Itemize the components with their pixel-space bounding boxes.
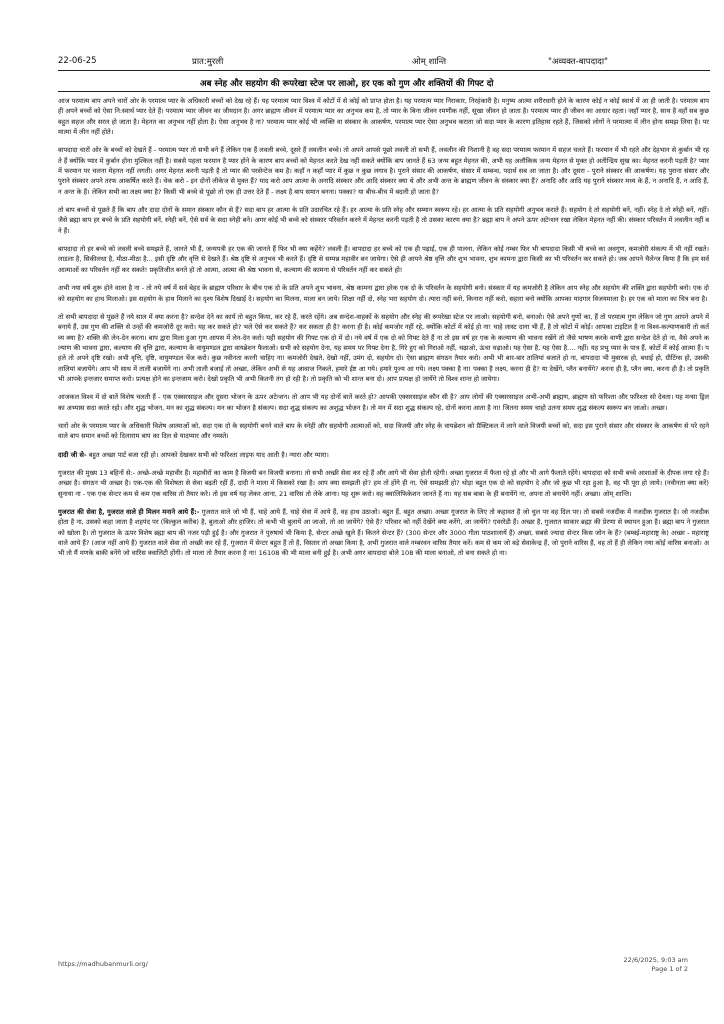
paragraph-7: आजकल विश्व में दो बातें विशेष चलती हैं - एक एक्सरसाइज और दूसरा भोजन के ऊपर अटेन्शन। तो आप भी यह दोनों बातें करते हो? आपकी एक्सरसाइज कौन सी है? आप लोगों की एक्सरसाइज अभी-अभी ब्राह्मण, ब्राह्मण सो फरिश्ता और फरिश्ता सो देवता। यह मन्सा ड्रिल का अभ्यास सदा करते रहो। और शुद्ध भोजन, मन का शुद्ध संकल्प। मन का भोजन है संकल्प। सदा शुद्ध संकल्प का अशुद्ध भोजन है। तो मन में सदा शुद्ध संकल्प रहे, दोनों करना आता है ना! जितना समय चाहो उतना समय शुद्ध संकल्प स्वरूप बन जाओ। अच्छा। bbox=[58, 393, 709, 412]
paragraph-1: आज परमात्म बाप अपने चारों ओर के परमात्म प्यार के अधिकारी बच्चों को देख रहे हैं। यह परमात्म प्यार विश्व में कोटों में से कोई को प्राप्त होता है। यह परमात्म प्यार निराकार, निरहंकारी है। मनुष्य आत्मा शरीरधारी होने के कारण कोई न कोई स्वार्थ में आ ही जाती है। परमात्म बाप ही अपने बच्चों को ऐसा नि:स्वार्थ प्यार देते हैं। परमात्म प्यार जीवन का जीयदान है। अगर ब्राह्मण जीवन में परमात्म प्यार का अनुभव कम है, तो प्यार के बिना जीवन रमणीक नहीं, सूखा जीवन हो जाता है। परमात्म प्यार ही जीवन का आधार रहता। जहाँ प्यार है, साथ है वहाँ सब कुछ बहुत सहज और सरल हो जाता है। मेहनत का अनुभव नहीं होता है। ऐसा अनुभव है ना? परमात्म प्यार कोई भी व्यक्ति वा संस्कार के आकर्षण, परमात्म प्यार ऐसा अनुभव कराता जो सदा प्यार के कारण इतिहास रहते हैं, जिसको लोगों ने परमात्मा में लीन होना समझ लिया है। परमात्मा में लीन नहीं होते। bbox=[58, 97, 709, 137]
footer-datetime: 22/6/2025, 9:03 am bbox=[623, 956, 688, 964]
paragraph-8: चारों ओर के परमात्म प्यार के अधिकारी विशेष आत्माओं को, सदा एक दो के सहयोगी बनने वाले बाप के स्नेही और सहयोगी आत्माओं को, सदा विजयी और स्नेह के वायब्रेशन को प्रैक्टिकल में लाने वाले विजयी बच्चों को, सदा इस पुराने संसार और संस्कार के आकर्षण से परे रहने वाले बाप समान बच्चों को दिलाराम बाप का दिल से यादप्यार और नमस्ते। bbox=[58, 421, 709, 441]
paragraph-3: तो बाप बच्चों से पूछते हैं कि बाप और दादा दोनों के समान संस्कार कौन से हैं? सदा बाप हर आत्मा के प्रति उदारचित रहे हैं। हर आत्मा के प्रति स्नेह और सम्मान स्वरूप रहे। हर आत्मा के प्रति सहयोगी अनुभव कराते हैं। सहयोग दे तो सहयोगी बनें, नहीं। स्नेह दे तो स्नेही बनें, नहीं। जैसे ब्रह्मा बाप हर बच्चे के प्रति सहयोगी बनें, स्नेही बनें, ऐसे सर्व के सदा स्नेही बने। अगर कोई भी बच्चे को संस्कार परिवर्तन करने में मेहनत करनी पड़ती है तो उसका कारण क्या है? ब्रह्मा बाप ने अपने ऊपर अटेन्शन रखा लेकिन मेहनत नहीं की। संस्कार परिवर्तन में लवलीन नहीं बने हैं। bbox=[58, 206, 709, 235]
footer-meta bbox=[624, 956, 688, 974]
header-divider bbox=[58, 70, 710, 71]
title-divider bbox=[58, 91, 710, 92]
paragraph-2: बापदादा चारों ओर के बच्चों को देखते हैं - परमात्म प्यार तो सभी बने हैं लेकिन एक हैं लवली बच्चे, दूसरे हैं लवलीन बच्चे। तो अपने आपसे पूछो लवली तो सभी हैं, लवलीन की निशानी है वह सदा परमात्म फरमान में सहज चलते हैं। फरमान में भी रहते और देहभान से कुर्बान भी रहते हैं क्योंकि प्यार में कुर्बान होना मुश्किल नहीं है। सबसे पहला फरमान है प्यार होने के कारण बाप बच्चों को मेहनत करते देख नहीं सकते क्योंकि बाप जानते हैं 63 जन्म बहुत मेहनत की, अभी यह अलौकिक जन्म मेहनत से मुक्त हो अतीन्द्रिय सुख का। मेहनत करनी पड़ती है? प्यार में फरमान पर चलना मेहनत नहीं लगती। अगर मेहनत करनी पड़ती है तो प्यार की परसेन्टेज कम है। कहाँ न कहाँ प्यार में कुछ न कुछ लगाव है। पुराने संसार की आकर्षण, संसार में सम्बन्ध, पदार्थ सब आ जाता है। और दूसरा - पुराने संस्कार की आकर्षण। यह पुराना संसार और पुराने संस्कार अपने तरफ आकर्षित करते हैं। चेक करो - इन दोनों लीकेज से मुक्त हैं? याद करो आप आत्मा के अनादि संस्कार और आदि संस्कार क्या थे और अभी अन्त के ब्राह्मण जीवन के संस्कार क्या हैं? अनादि और आदि यह पुराने संस्कार मध्य के हैं, न अनादि हैं, न आदि हैं, न अन्त के हैं। लेकिन सभी का लक्ष्य क्या है? किसी भी बच्चे से पूछो तो एक ही उत्तर देते हैं - लक्ष्य है बाप समान बनना। पक्का? या बीच-बीच में बदली हो जाता है? bbox=[58, 146, 709, 196]
paragraph-gujarat-service: गुजरात की सेवा है, गुजरात वाले ही मिलन मनाने आये हैं:- गुजरात वाले जो भी हैं, चाहे आये हैं, चाहे सेवा में आये हैं, वह हाथ उठाओ। बहुत हैं, बहुत अच्छा। अच्छा गुजरात के लिए तो कहावत है जो चुल पर वह दिल पर। तो सबसे नजदीक में नजदीक गुजरात है। जो नजदीक होता है ना, उसको कहा जाता है शहपंद पर (बिल्कुल करीब) है, बुलाओ और हाजिर। तो कभी भी बुलायें आ जाओ, तो आ जायेंगे? ऐसे है? परिवार को नहीं देखेंगे क्या करेंगे, आ जायेंगे? एवररेडी हैं। अच्छा है, गुजरात साकार ब्रह्मा की प्रेरणा से स्थापन हुआ है। ब्रह्मा बाप ने गुजरात को खोला है। तो गुजरात के ऊपर विशेष ब्रह्मा बाप की नजर पड़ी हुई है। और गुजरात ने पुरुषार्थ भी किया है, सेन्टर अच्छे खुले हैं। कितने सेन्टर हैं? (300 सेन्टर और 3000 गीता पाठशालायें हैं) अच्छा, सबसे ज्यादा सेन्टर किस जोन के हैं? (बम्बई-महाराष्ट्र के) अच्छा - महाराष्ट्र वाले आये हैं? (आज नहीं आये हैं) गुजरात वाले सेवा तो अच्छी कर रहे हैं, गुजरात में सेन्टर बहुत हैं तो है, विस्तार तो अच्छा किया है, अभी गुजरात वाले नम्बरवन वारिस तैयार करें। कम से कम जो बड़े सेवाकेन्द्र हैं, जो पुराने वारिस हैं, वह तो हैं ही लेकिन नया कोई वारिस बनाओ। अभी तो मैं मणके बाकी बनेंगे जो वारिस क्वालिटी होंगी। तो माला तो तैयार करना है ना! 16108 की भी माला बनी हुई है। अभी अगर बापदादा बोले 108 की माला बनाओ, तो बना सकते हो ना। bbox=[58, 508, 709, 558]
header-greeting: ओम् शान्ति bbox=[412, 57, 447, 67]
paragraph-6: तो सभी बापदादा से पूछते हैं नये साल में क्या करना है? सन्देश देने का कार्य तो बहुत किया, कर रहे हैं, करते रहेंगे। अब सन्देश-वाहकों के सहयोग और स्नेह की रूपरेखा स्टेज पर लाओ। सहयोगी बनो, बनाओ। ऐसे अपने गुणों का, हैं तो परमात्म गुण लेकिन जो गुण आपने अपने में बनाये हैं, उस गुण की शक्ति से उन्हों की कमजोरी दूर करो। यह कर सकते हो? भले ऐसे कर सकते हैं? कर सकता ही है? करना ही है। कोई कमजोर नहीं रहे, क्योंकि कोटों में कोई हो ना! चाहे लास्ट दाना भी हैं, है तो कोटों में कोई। आपका टाइटिल है ना विश्व-कल्याणकारी तो कर्तव्य क्या है? शक्ति की लेन-देन करना। बाप द्वारा मिला हुआ गुण आपस में लेन-देन करो। यही सहयोग की गिफ्ट एक दो में दो। नये वर्ष में एक दो को गिफ्ट देते हैं ना तो इस वर्ष हर एक के कल्याण की भावना रखेंगे तो जैसे भाषण करके वाणी द्वारा सन्देश देते हो ना, वैसे अपने कल्याण की भावना द्वारा, कल्याण की वृत्ति द्वारा, कल्याण के वायुमण्डल द्वारा वायब्रेशन फैलाओ। सभी को सहयोग देना, यह समय पर गिफ्ट देना है, गिरे हुए को गिराओ नहीं, चढ़ाओ, ऊंचा चढ़ाओ। यह ऐसा है, यह ऐसा है.... नहीं। यह प्रभु प्यार के पात्र हैं, कोटों में कोई आत्मा हैं। पहले तो अपने दृष्टि रखो। अभी वृत्ति, दृष्टि, वायुमण्डल चेंज करो। कुछ नवीनता करनी चाहिए ना! कमजोरी देखते, देखो नहीं, उमंग दो, सहयोग दो। ऐसा ब्राह्मण संगठन तैयार करो। अभी भी बार-बार तालियां बजाते हो ना, बापदादा भी मुबारक हो, बधाई हो, ग्रीटिंग्स हो, उसकी तालियां बजायेंगे। आप भी साथ में ताली बजायेंगे ना। अभी ताली बजाई तो अच्छा, लेकिन अभी से यह आवाज निकले, हमारे ईष्ट आ गये। हमारे पूज्य आ गये। लक्ष्य पक्का है ना! पक्का है लक्ष्य, करना ही है? या देखेंगे, प्लैन बनायेंगे? करना ही है, प्लैन क्या, करना ही है। तो प्रकृति भी आपके इन्तजार समाप्त करो। प्रत्यक्ष होने का इन्तजाम करो। देखो प्रकृति भी अभी कितनी तंग हो रही है। तो प्रकृति को भी शान्त बना दो। आप प्रत्यक्ष हो जायेंगे तो विश्व शान्त हो जायेगा। bbox=[58, 312, 709, 383]
murli-body bbox=[58, 96, 709, 941]
footer-page-number: Page 1 of 2 bbox=[651, 965, 688, 973]
paragraph-dadi-ji: दादी जी से- बहुत अच्छा पार्ट बजा रही हो। आपको देखकर सभी को फरिश्ता लाइफ याद आती है। न्यारा और प्यारा। bbox=[58, 450, 329, 459]
header-speaker: "अव्यक्त-बापदादा" bbox=[548, 57, 608, 67]
paragraph-gujarat-sisters: गुजरात की मुख्य 13 बहिनों से:- अच्छे-अच्छे महावीर हैं। महावीरों का काम है विजयी बन विजयी बनाना। तो सभी अच्छी सेवा कर रहे हैं और आगे भी सेवा होती रहेगी। अच्छा गुजरात में फैला रहे हो और भी आगे फैलाते रहेंगे। बापदादा को सभी बच्चे आशाओं के दीपक लगा रहे हैं। अच्छा है। संगठन भी अच्छा है। एक-एक की विशेषता से सेवा बढ़ती रहीं हैं, दादी ने माला में किसको रखा है। आप क्या समझती हो? हम तो होंगे ही ना, ऐसे समझती हो? थोड़ा बहुत एक दो को सहयोग दे और जो कुछ भी रहा हुआ है, वह भी पूरा हो जाये। (नवीनता क्या करें) सुनाया ना - एक एक सेन्टर कम से कम एक वारिस तो तैयार करे। तो इस वर्ष यह लेकर आना, 21 वारिस तो लेके आना। यह शुरू करो। वह क्वालिफिकेशन जानते हैं ना। यह सब बाबा के ही बनायेंगे ना, अपना तो बनायेंगे नहीं। अच्छा। ओम् शान्ति। bbox=[58, 468, 709, 498]
header-type: प्रात:मुरली bbox=[192, 57, 224, 67]
murli-title: अब स्नेह और सहयोग की रूपरेखा स्टेज पर लाओ, हर एक को गुण और शक्तियों की गिफ्ट दो bbox=[200, 79, 494, 89]
footer-url[interactable]: https://madhubanmurli.org/ bbox=[58, 960, 148, 968]
paragraph-4: बापदादा तो हर बच्चे को लवली बच्चे समझते हैं, जानते भी हैं, जन्मपत्री हर एक की जानते हैं फिर भी क्या कहेंगे? लवली हैं। बापदादा हर बच्चे को एक ही पढ़ाई, एक ही पालना, लेकिन कोई नम्बर फिर भी बापदादा किसी भी बच्चे का अवगुण, कमजोरी संकल्प में भी नहीं रखते। लाडला है, सिकीलधा है, मीठा-मीठा है... इसी दृष्टि और वृत्ति से देखते हैं। श्रेष्ठ दृष्टि से अनुभव भी करते हैं। दृष्टि से सम्पन्न महावीर बन जायेगा। ऐसे ही आपने श्रेष्ठ वृत्ति और शुभ भावना, शुभ कामना द्वारा किसी का भी परिवर्तन कर सकते हो। जब आपने चैलेन्ज किया है कि हम सर्व आत्माओं का परिवर्तन नहीं कर सकते! प्रकृतिजीत बनते हो तो आत्मा, आत्मा की श्रेष्ठ भावना से, कल्याण की कामना से परिवर्तन नहीं कर सकते हो! bbox=[58, 245, 709, 274]
paragraph-5: अभी नया वर्ष शुरू होने वाला है ना - तो नये वर्ष में सर्व बेहद के ब्राह्मण परिवार के बीच एक दो के प्रति अपने शुभ भावना, श्रेष्ठ कामना द्वारा हरेक एक दो के परिवर्तन के सहयोगी बनो। संस्कार में यह कमजोरी है लेकिन आप स्नेह और सहयोग की शक्ति द्वारा सहयोगी बनो। एक दो को सहयोग का हाथ मिलाओ। इस सहयोग के हाथ मिलाने का दृश्य विशेष दिखाई दे। सहयोग का मिलना, माला बन जाये। शिक्षा नहीं दो, स्नेह भरा सहयोग दो। त्यारा नहीं बनो, किनारा नहीं करो, सहारा बनो क्योंकि आपका यादगार विजयमाला है। हर एक को माला का चित्र बना है। bbox=[58, 284, 709, 303]
header-date: 22-06-25 bbox=[58, 56, 97, 66]
murli-header bbox=[0, 56, 724, 70]
